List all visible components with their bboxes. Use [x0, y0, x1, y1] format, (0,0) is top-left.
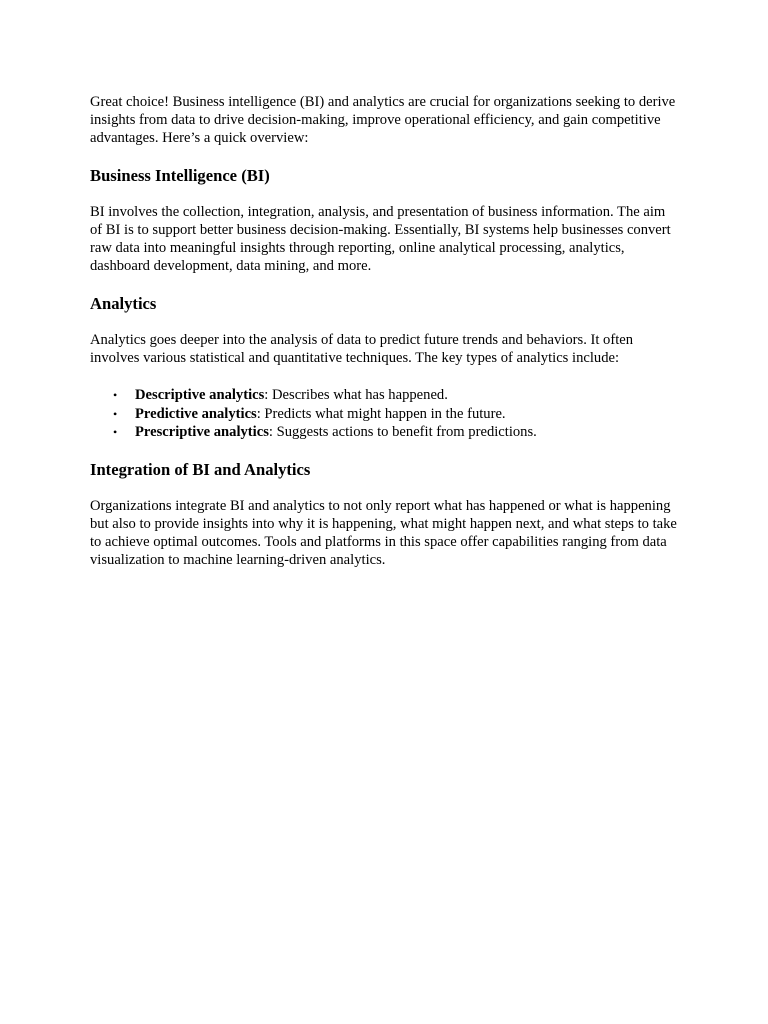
integration-paragraph: Organizations integrate BI and analytics to not only report what has happened or what is happening but also to provide insights into why it is happening, what might happen next, and what steps to take to achieve optimal outcomes. Tools and platforms in this space offer capabilities ranging from data visualization to machine learning-driven analytics.: [90, 497, 677, 568]
document-page: [90, 93, 680, 588]
analytics-types-list: [90, 386, 680, 442]
heading-integration: Integration of BI and Analytics: [90, 459, 311, 479]
list-item-desc: : Describes what has happened.: [264, 387, 448, 403]
list-item-term: Predictive analytics: [135, 405, 257, 422]
list-item: [113, 423, 680, 442]
bullet-icon: •: [113, 425, 118, 439]
analytics-paragraph: Analytics goes deeper into the analysis of data to predict future trends and behaviors. It often involves various statistical and quantitative techniques. The key types of analytics include:: [90, 332, 634, 366]
list-item-desc: : Predicts what might happen in the future.: [256, 405, 506, 422]
list-item: [113, 386, 680, 405]
heading-analytics: Analytics: [90, 294, 157, 313]
list-item-desc: : Suggests actions to benefit from predictions.: [268, 424, 537, 440]
bi-paragraph: BI involves the collection, integration, analysis, and presentation of business information. The aim of BI is to support better business decision-making. Essentially, BI systems help businesses convert raw data into meaningful insights through reporting, online analytical processing, analytics, dashboard development, data mining, and more.: [90, 204, 671, 274]
list-item: [113, 405, 680, 424]
list-item-term: Prescriptive analytics: [135, 424, 269, 440]
bullet-icon: •: [113, 406, 118, 421]
heading-business-intelligence: Business Intelligence (BI): [90, 166, 270, 185]
bullet-icon: •: [113, 388, 118, 402]
intro-paragraph: Great choice! Business intelligence (BI) and analytics are crucial for organizations seeking to derive insights from data to drive decision-making, improve operational efficiency, and gain competitive advantages. Here’s a quick overview:: [90, 94, 676, 146]
list-item-term: Descriptive analytics: [135, 387, 265, 403]
